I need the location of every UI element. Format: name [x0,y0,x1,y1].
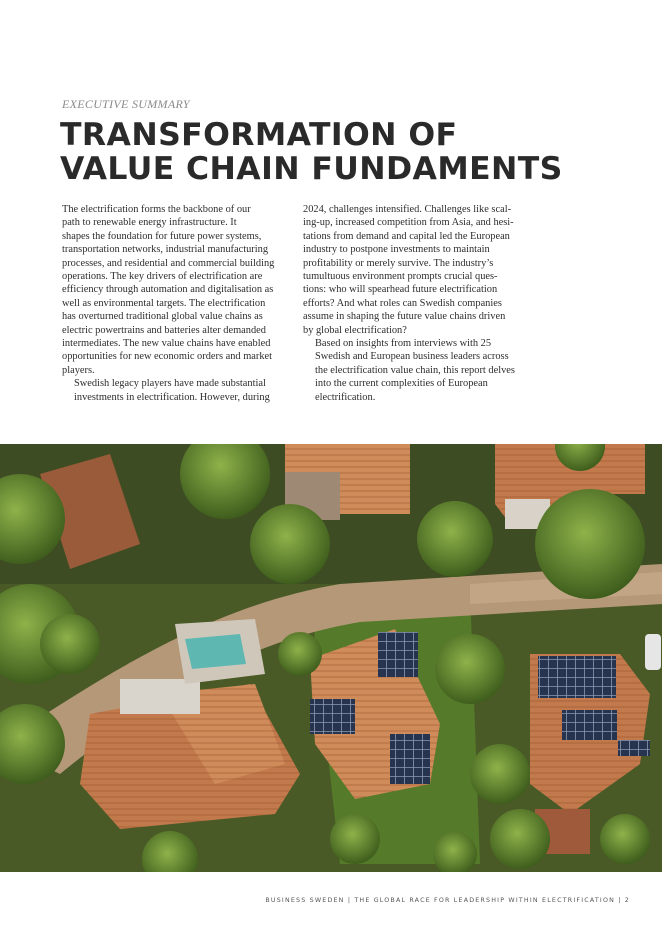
body-line: has overturned traditional global value chains as [62,311,263,323]
body-line: Swedish and European business leaders across [315,351,509,363]
body-line: intermediates. The new value chains have enabled [62,338,271,350]
section-label: EXECUTIVE SUMMARY [62,97,190,111]
aerial-photo [0,444,662,872]
page-title [60,118,620,186]
body-line: efficiency through automation and digitalisation as [62,284,274,296]
body-line: tations from demand and capital led the European [303,230,510,242]
body-line: 2024, challenges intensified. Challenges like scal- [303,204,512,215]
body-column-right [303,203,528,404]
body-paragraph [62,203,287,377]
body-line: by global electrification? [303,324,407,336]
page-number: 2 [624,897,630,904]
body-line: operations. The key drivers of electrification are [62,271,263,283]
body-line: processes, and residential and commercial building [62,257,275,269]
body-line: tions: who will spearhead future electrification [303,284,498,296]
body-line: The electrification forms the backbone of our [62,204,251,215]
footer-separator-2: | [618,897,622,904]
body-paragraph [303,203,528,337]
body-paragraph [62,377,287,404]
body-line: Based on insights from interviews with 25 [315,338,492,350]
body-line: profitability or merely survive. The industry’s [303,257,494,269]
body-line: Swedish legacy players have made substantial [74,378,266,390]
body-line: transportation networks, industrial manufacturing [62,244,269,256]
body-column-left [62,203,287,404]
body-line: players. [62,364,95,376]
body-line: investments in electrification. However, during [74,391,270,403]
body-line: the electrification value chain, this report delves [315,364,515,376]
body-line: electrification. [315,391,376,403]
footer-report-title: THE GLOBAL RACE FOR LEADERSHIP WITHIN ELECTRIFICATION [354,897,616,904]
body-line: shapes the foundation for future power systems, [62,230,262,242]
body-paragraph [303,337,528,404]
footer-org: BUSINESS SWEDEN [265,897,345,904]
body-line: opportunities for new economic orders and market [62,351,273,363]
body-line: electric powertrains and batteries alter demanded [62,324,266,336]
body-line: efforts? And what roles can Swedish companies [303,297,502,309]
body-line: tumultuous environment prompts crucial ques- [303,271,498,283]
footer-separator-1: | [347,897,352,904]
body-line: ing-up, increased competition from Asia, and hesi- [303,217,514,229]
aerial-photo-houses-with-solar-panels-icon [0,444,662,872]
body-line: well as environmental targets. The electrification [62,297,266,309]
body-line: industry to postpone investments to maintain [303,244,490,256]
body-line: into the current complexities of European [315,378,488,390]
page-footer [265,897,630,904]
body-line: assume in shaping the future value chains driven [303,311,506,323]
title-line-2: VALUE CHAIN FUNDAMENTS [60,151,563,187]
body-line: path to renewable energy infrastructure. It [62,217,237,229]
title-line-1: TRANSFORMATION OF [60,117,458,153]
